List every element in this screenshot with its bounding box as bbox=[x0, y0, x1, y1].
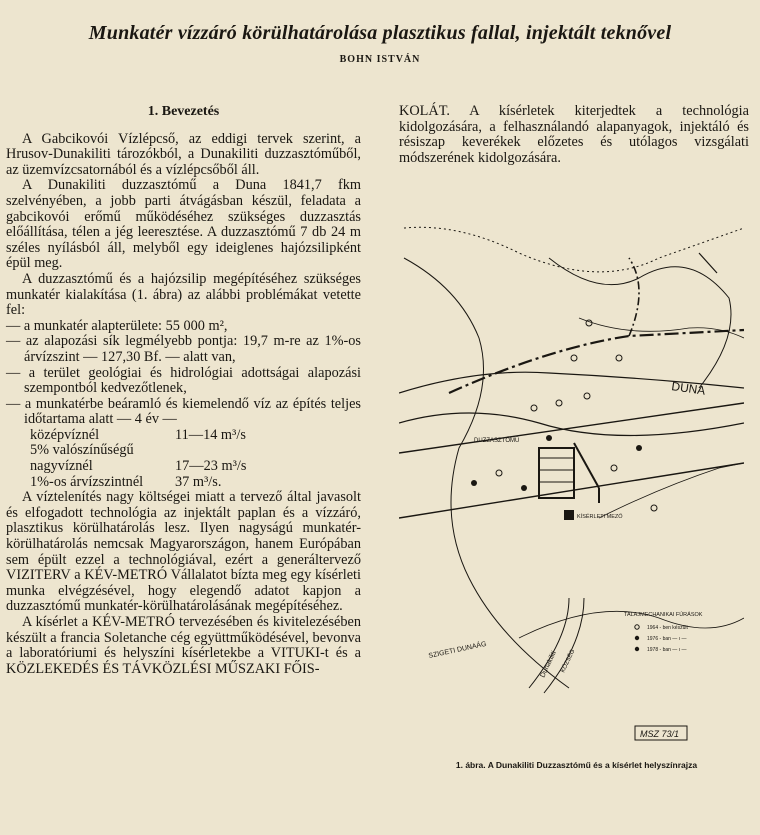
flow-row bbox=[30, 428, 361, 444]
borehole bbox=[496, 470, 502, 476]
legend-marker bbox=[635, 636, 639, 640]
flow-value: 17—23 m³/s bbox=[175, 458, 247, 475]
terrain-contour bbox=[549, 258, 731, 388]
borehole bbox=[611, 465, 617, 471]
label-dunakiliti: Dunakiliti bbox=[539, 650, 558, 679]
borehole bbox=[616, 355, 622, 361]
village-road bbox=[544, 598, 584, 693]
paragraph: KOLÁT. A kísérletek kiterjedtek a technológia kidolgozására, a felhasználandó alapanyagok, injektáló és résiszap keverékek előzetes és utólagos vizsgálati módszerének kidolgozására. bbox=[399, 103, 749, 166]
left-column bbox=[6, 104, 361, 677]
flow-label: 5% valószínűségű bbox=[30, 442, 134, 459]
terrain-contour bbox=[599, 463, 744, 518]
terrain-contour bbox=[404, 258, 569, 688]
label-szigeti: SZIGETI DUNAÁG bbox=[427, 640, 488, 660]
terrain-contour bbox=[579, 318, 744, 338]
site-plan-figure bbox=[399, 218, 744, 743]
list-item: — az alapozási sík legmélyebb pontja: 19,7 m-re az 1%-os árvízszint — 127,30 Bf. — alatt van, bbox=[6, 333, 361, 365]
label-duzzaszto: DUZZASZTÓMŰ bbox=[474, 438, 520, 444]
river-bank bbox=[399, 413, 744, 436]
north-arrow bbox=[699, 253, 717, 273]
flow-row bbox=[30, 475, 361, 491]
paragraph: A Gabcikovói Vízlépcső, az eddigi tervek szerint, a Hrusov-Dunakiliti tározókból, a Dunakiliti duzzasztóműből, az üzemvízcsatornából és a vízlépcsőből áll. bbox=[6, 130, 361, 178]
legend-marker bbox=[635, 647, 639, 651]
borehole bbox=[521, 485, 527, 491]
list-item: — a munkatérbe beáramló és kiemelendő víz az építés teljes időtartama alatt — 4 év — bbox=[6, 395, 361, 428]
legend-item: 1964 - ben készült bbox=[647, 625, 688, 631]
canal-line bbox=[399, 403, 744, 453]
flow-value: 11—14 m³/s bbox=[175, 426, 246, 443]
paragraph: A Dunakiliti duzzasztómű a Duna 1841,7 fkm szelvényében, a jobb parti átvágásban készül, feladata a gabcikovói erőmű működéséhez szükséges duzzasztás előállítása, télen a jég leeresztése. A duzzasztómű 7 db 24 m széles nyílásból áll, melyből egy ideiglenes hajózsilipként épül meg. bbox=[6, 177, 361, 272]
flow-row bbox=[30, 459, 361, 475]
borehole bbox=[571, 355, 577, 361]
village-road bbox=[529, 598, 569, 688]
flow-label: középvíznél bbox=[30, 426, 100, 443]
list-item: — a terület geológiai és hidrológiai adottságai alapozási szempontból kedvezőtlenek, bbox=[6, 364, 361, 397]
canal-line bbox=[399, 463, 744, 518]
article-title: Munkatér vízzáró körülhatárolása plasztikus fallal, injektált teknővel bbox=[88, 22, 672, 44]
flow-value: 37 m³/s. bbox=[175, 473, 222, 490]
paragraph: A víztelenítés nagy költségei miatt a tervező által javasolt és elfogadott technológia az injektált paplan és a vízzáró, plasztikus körülhatárolás lesz. Ilyen nagyságú munkatér-körülhatárolás nemcsak Magyarországon, hanem Európában sem épült ezzel a technológiával, ezért a generáltervező VIZITERV a KÉV-METRÓ Vállalatot bízta meg egy kísérleti munka elvégzésével, hogy elegendő adatot kapjon a duzzasztómű munkatér-körülhatárolásának megépítéséhez. bbox=[6, 489, 361, 615]
flow-row bbox=[30, 443, 361, 459]
border-line bbox=[629, 258, 639, 336]
experiment-field bbox=[564, 510, 574, 520]
label-kiserlet: KÍSÉRLETI MEZŐ bbox=[577, 514, 623, 520]
list-item: — a munkatér alapterülete: 55 000 m², bbox=[6, 317, 228, 334]
borehole bbox=[584, 393, 590, 399]
borehole bbox=[546, 435, 552, 441]
flow-label: 1%-os árvízszintnél bbox=[30, 473, 144, 490]
paragraph: A kísérlet a KÉV-METRÓ tervezésében és kivitelezésében készült a francia Soletanche cég együttműködésével, bevonva a laboratóriumi és helyszíni kísérletekbe a VITUKI-t és a KÖZLEKEDÉS ÉS TÁVKÖZLÉSI MŰSZAKI FŐIS- bbox=[6, 614, 361, 677]
borehole bbox=[471, 480, 477, 486]
figure-caption: 1. ábra. A Dunakiliti Duzzasztómű és a kísérlet helyszínrajza bbox=[455, 760, 698, 770]
stamp-text: MSZ 73/1 bbox=[640, 729, 680, 739]
legend-marker bbox=[635, 625, 639, 629]
borehole bbox=[636, 445, 642, 451]
flow-label: nagyvíznél bbox=[30, 458, 93, 475]
right-column bbox=[399, 104, 749, 166]
legend-item: 1976 - ban — ı — bbox=[647, 636, 687, 642]
boundary-hatch-line bbox=[404, 227, 744, 272]
paragraph: A duzzasztómű és a hajózsilip megépítéséhez szükséges munkatér kialakítása (1. ábra) az alábbi problémákat vetette fel: bbox=[6, 270, 361, 319]
label-duna: DUNA bbox=[670, 379, 707, 398]
section-heading: 1. Bevezetés bbox=[147, 104, 220, 119]
borehole bbox=[586, 320, 592, 326]
legend-item: 1978 - ban — ı — bbox=[647, 647, 687, 653]
author-name: BOHN ISTVÁN bbox=[339, 54, 421, 65]
borehole bbox=[531, 405, 537, 411]
borehole bbox=[651, 505, 657, 511]
legend-title: TALAJMECHANIKAI FÚRÁSOK bbox=[624, 612, 703, 618]
borehole bbox=[556, 400, 562, 406]
label-kozseg: KÖZSÉG bbox=[560, 648, 577, 674]
